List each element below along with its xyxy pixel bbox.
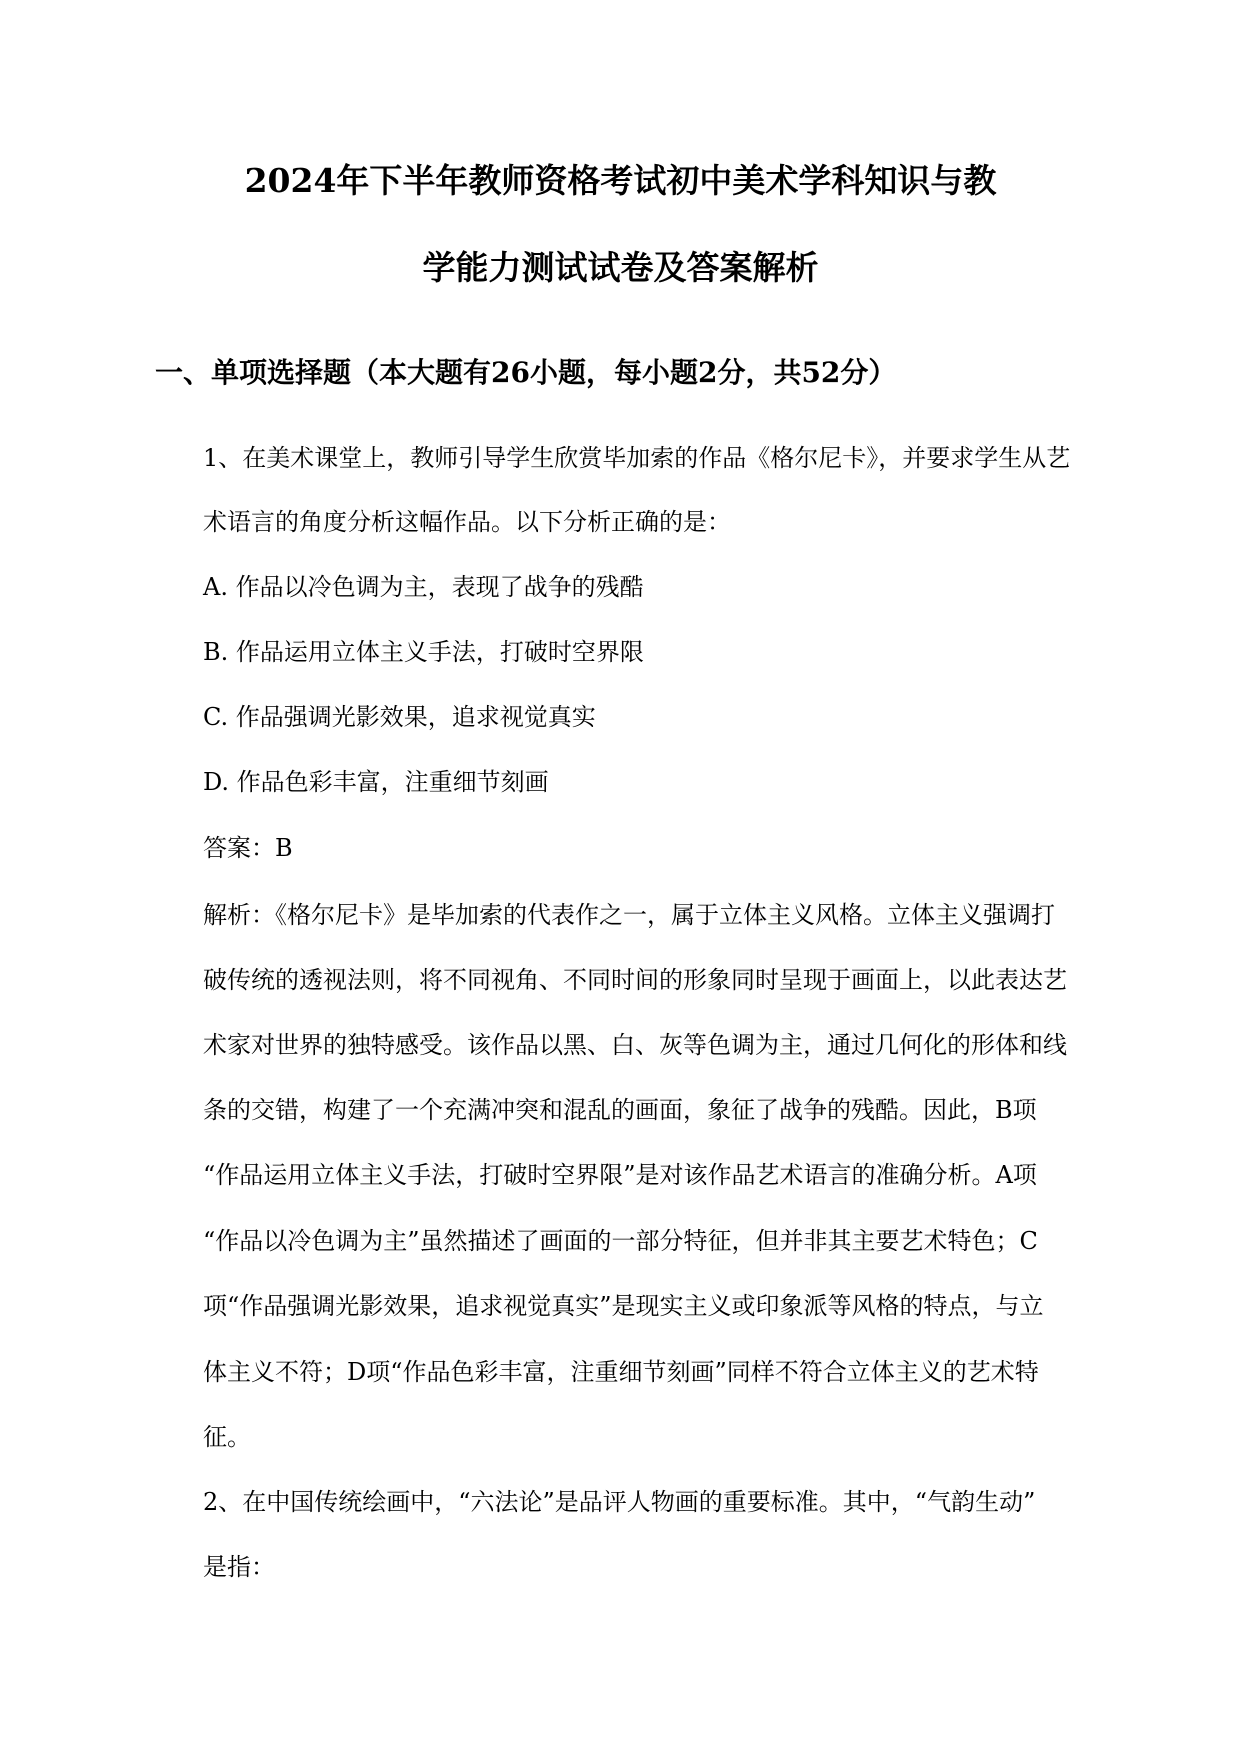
analysis-line: 条的交错，构建了一个充满冲突和混乱的画面，象征了战争的残酷。因此，B项 — [203, 1096, 1037, 1124]
analysis-line: “作品运用立体主义手法，打破时空界限”是对该作品艺术语言的准确分析。A项 — [203, 1161, 1037, 1189]
analysis-line: “作品以冷色调为主”虽然描述了画面的一部分特征，但并非其主要艺术特色；C — [203, 1227, 1038, 1255]
analysis-line: 破传统的透视法则，将不同视角、不同时间的形象同时呈现于画面上，以此表达艺 — [203, 966, 1067, 994]
question-stem: 1、在美术课堂上，教师引导学生欣赏毕加索的作品《格尔尼卡》，并要求学生从艺 — [203, 444, 1071, 472]
analysis-line: 征。 — [203, 1423, 251, 1451]
section-heading: 一、单项选择题（本大题有26小题，每小题2分，共52分） — [155, 356, 897, 389]
option-c: C. 作品强调光影效果，追求视觉真实 — [203, 703, 596, 731]
question-stem: 是指： — [203, 1553, 275, 1581]
document-title-line-1: 2024年下半年教师资格考试初中美术学科知识与教 — [244, 161, 997, 200]
question-stem: 术语言的角度分析这幅作品。以下分析正确的是： — [203, 508, 731, 536]
option-b: B. 作品运用立体主义手法，打破时空界限 — [203, 638, 644, 666]
analysis-line: 体主义不符；D项“作品色彩丰富，注重细节刻画”同样不符合立体主义的艺术特 — [203, 1358, 1039, 1386]
analysis-line: 解析：《格尔尼卡》是毕加索的代表作之一，属于立体主义风格。立体主义强调打 — [203, 901, 1055, 929]
analysis-line: 术家对世界的独特感受。该作品以黑、白、灰等色调为主，通过几何化的形体和线 — [203, 1031, 1067, 1059]
document-title-line-2: 学能力测试试卷及答案解析 — [422, 248, 819, 287]
analysis-line: 项“作品强调光影效果，追求视觉真实”是现实主义或印象派等风格的特点，与立 — [203, 1292, 1044, 1320]
option-a: A. 作品以冷色调为主，表现了战争的残酷 — [203, 573, 644, 601]
option-d: D. 作品色彩丰富，注重细节刻画 — [203, 768, 549, 796]
answer: 答案：B — [203, 834, 293, 862]
question-stem: 2、在中国传统绘画中，“六法论”是品评人物画的重要标准。其中，“气韵生动” — [203, 1488, 1036, 1516]
